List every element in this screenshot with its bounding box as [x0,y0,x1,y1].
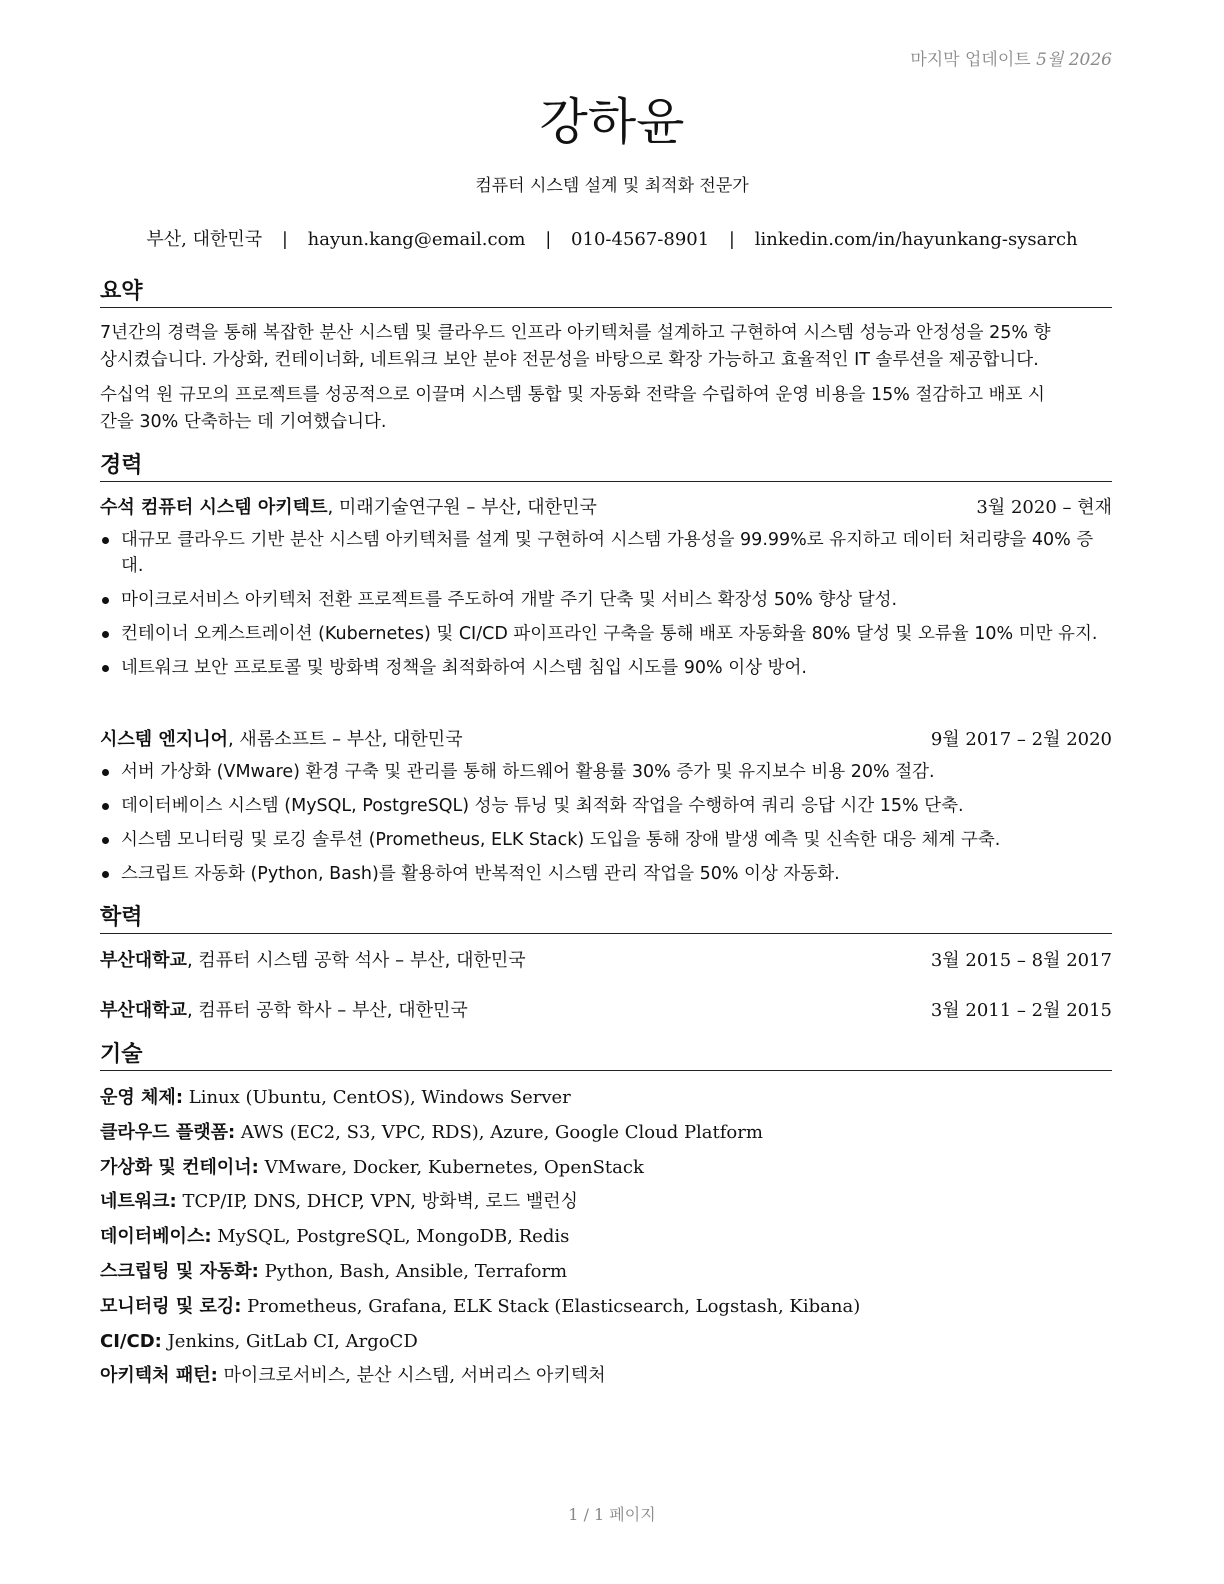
job-dates: 9월 2017 – 2월 2020 [930,729,1112,750]
last-updated-date: 5월 2026 [1036,50,1112,70]
job-bullets [100,759,1112,895]
skill-key: 클라우드 플랫폼: [100,1122,236,1143]
list-item: 스크립트 자동화 (Python, Bash)를 활용하여 반복적인 시스템 관리 작업을 50% 이상 자동화. [100,861,1112,887]
list-item: 네트워크 보안 프로토콜 및 방화벽 정책을 최적화하여 시스템 침입 시도를 90% 이상 방어. [100,655,1112,681]
education-detail: , 컴퓨터 공학 학사 – 부산, 대한민국 [186,1000,468,1021]
candidate-name: 강하윤 [539,93,685,151]
list-item: 시스템 모니터링 및 로깅 솔루션 (Prometheus, ELK Stack) 도입을 통해 장애 발생 예측 및 신속한 대응 체계 구축. [100,827,1112,853]
education-dates: 3월 2015 – 8월 2017 [930,950,1112,971]
summary-p2-line1: 수십억 원 규모의 프로젝트를 성공적으로 이끌며 시스템 통합 및 자동화 전략을 수립하여 운영 비용을 15% 절감하고 배포 시 [100,385,1045,405]
list-item: 대규모 클라우드 기반 분산 시스템 아키텍처를 설계 및 구현하여 시스템 가용성을 99.99%로 유지하고 데이터 처리량을 40% 증대. [100,527,1112,579]
contact-line [0,225,1224,251]
job-role: 수석 컴퓨터 시스템 아키텍트 [100,497,328,518]
skill-value: 마이크로서비스, 분산 시스템, 서버리스 아키텍처 [217,1365,606,1386]
last-updated-prefix: 마지막 업데이트 [910,50,1031,70]
job-role: 시스템 엔지니어 [100,729,228,750]
skill-key: 가상화 및 컨테이너: [100,1157,259,1178]
skill-value: Jenkins, GitLab CI, ArgoCD [161,1331,418,1352]
skill-key: 스크립팅 및 자동화: [100,1261,259,1282]
skill-row [100,1260,1112,1284]
contact-email[interactable]: hayun.kang@email.com [307,229,526,250]
section-title-education: 학력 [100,905,1112,934]
section-title-summary: 요약 [100,279,1112,308]
summary-paragraph-1 [100,320,1112,374]
skill-key: 모니터링 및 로깅: [100,1296,242,1317]
skill-key: 네트워크: [100,1191,177,1212]
education-school: 부산대학교 [100,1000,187,1021]
skill-row [100,1295,1112,1319]
education-item [100,999,1112,1023]
skill-value: Linux (Ubuntu, CentOS), Windows Server [183,1087,571,1108]
job-dates: 3월 2020 – 현재 [976,497,1112,518]
contact-linkedin[interactable]: linkedin.com/in/hayunkang-sysarch [754,229,1078,250]
list-item: 서버 가상화 (VMware) 환경 구축 및 관리를 통해 하드웨어 활용률 30% 증가 및 유지보수 비용 20% 절감. [100,759,1112,785]
summary-p2-line2: 간을 30% 단축하는 데 기여했습니다. [100,412,387,432]
skill-key: 운영 체제: [100,1087,184,1108]
skill-key: 아키텍처 패턴: [100,1365,218,1386]
job-header [100,496,1112,520]
list-item: 컨테이너 오케스트레이션 (Kubernetes) 및 CI/CD 파이프라인 구축을 통해 배포 자동화율 80% 달성 및 오류율 10% 미만 유지. [100,621,1112,647]
skill-row [100,1225,1112,1249]
skill-row [100,1364,1112,1388]
contact-location: 부산, 대한민국 [146,229,263,250]
last-updated [910,45,1112,70]
skill-value: Python, Bash, Ansible, Terraform [258,1261,568,1282]
skill-row [100,1156,1112,1180]
tagline: 컴퓨터 시스템 설계 및 최적화 전문가 [475,176,749,196]
page-number: 1 / 1 페이지 [568,1505,656,1524]
skill-value: AWS (EC2, S3, VPC, RDS), Azure, Google Cloud Platform [235,1122,763,1143]
skill-row [100,1190,1112,1214]
contact-separator: | [728,229,735,250]
skill-row [100,1121,1112,1145]
skill-row [100,1330,1112,1354]
section-title-skills: 기술 [100,1042,1112,1071]
job-org: , 새롬소프트 – 부산, 대한민국 [227,729,463,750]
education-detail: , 컴퓨터 시스템 공학 석사 – 부산, 대한민국 [186,950,526,971]
education-school: 부산대학교 [100,950,187,971]
job-org: , 미래기술연구원 – 부산, 대한민국 [327,497,597,518]
skill-key: 데이터베이스: [100,1226,212,1247]
skill-key: CI/CD: [100,1331,162,1352]
skill-value: TCP/IP, DNS, DHCP, VPN, 방화벽, 로드 밸런싱 [176,1191,578,1212]
list-item: 데이터베이스 시스템 (MySQL, PostgreSQL) 성능 튜닝 및 최적화 작업을 수행하여 쿼리 응답 시간 15% 단축. [100,793,1112,819]
list-item: 마이크로서비스 아키텍처 전환 프로젝트를 주도하여 개발 주기 단축 및 서비스 확장성 50% 향상 달성. [100,587,1112,613]
contact-separator: | [545,229,552,250]
section-title-experience: 경력 [100,453,1112,482]
skill-row [100,1086,1112,1110]
summary-paragraph-2 [100,382,1112,436]
summary-p1-line1: 7년간의 경력을 통해 복잡한 분산 시스템 및 클라우드 인프라 아키텍처를 설계하고 구현하여 시스템 성능과 안정성을 25% 향 [100,323,1051,343]
skill-value: MySQL, PostgreSQL, MongoDB, Redis [211,1226,570,1247]
skill-value: VMware, Docker, Kubernetes, OpenStack [258,1157,644,1178]
contact-separator: | [281,229,288,250]
contact-phone: 010-4567-8901 [571,229,710,250]
job-bullets [100,527,1112,689]
job-header [100,728,1112,752]
summary-p1-line2: 상시켰습니다. 가상화, 컨테이너화, 네트워크 보안 분야 전문성을 바탕으로 확장 가능하고 효율적인 IT 솔루션을 제공합니다. [100,350,1039,370]
education-dates: 3월 2011 – 2월 2015 [930,1000,1112,1021]
education-item [100,949,1112,973]
skill-value: Prometheus, Grafana, ELK Stack (Elasticsearch, Logstash, Kibana) [241,1296,861,1317]
